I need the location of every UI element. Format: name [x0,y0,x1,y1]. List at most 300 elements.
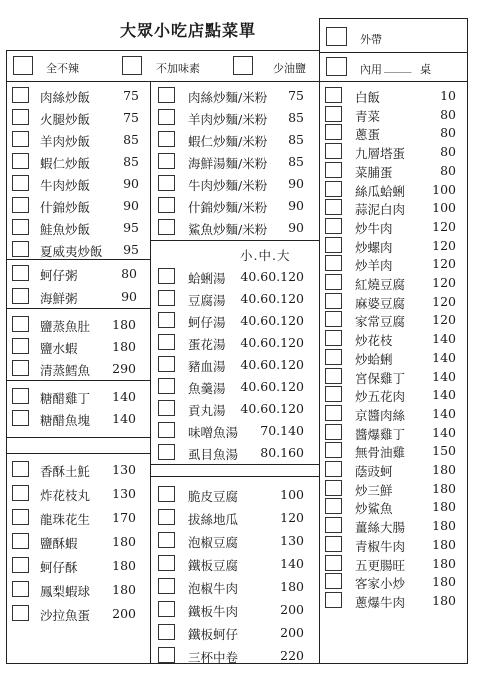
order-checkbox[interactable] [325,237,342,253]
menu-item-row[interactable] [12,240,139,260]
order-checkbox[interactable] [158,647,175,663]
order-checkbox[interactable] [158,422,175,438]
order-checkbox[interactable] [325,181,342,197]
menu-item-row[interactable] [12,174,139,194]
item-price: 80.160 [260,445,304,460]
item-price: 40.60.120 [240,291,304,306]
no-msg-label: 不加味素 [156,62,200,75]
menu-item-row[interactable] [12,152,139,172]
order-checkbox[interactable] [325,274,342,290]
order-checkbox[interactable] [12,241,29,257]
item-name: 客家小炒 [355,576,406,592]
menu-item-row[interactable] [325,292,456,312]
item-name: 炒羊肉 [355,258,393,274]
menu-item-row[interactable] [158,421,304,441]
item-price: 90 [288,220,304,235]
order-checkbox[interactable] [158,509,175,525]
order-checkbox[interactable] [12,219,29,235]
menu-item-row[interactable] [158,289,304,309]
order-checkbox[interactable] [325,87,342,103]
item-name: 夏威夷炒飯 [40,244,103,259]
menu-item-row[interactable] [12,387,136,407]
item-name: 豬血湯 [188,359,226,374]
item-price: 140 [432,387,456,403]
item-price: 180 [112,582,136,597]
item-price: 120 [280,510,304,525]
item-name: 什錦炒飯 [40,200,91,215]
order-checkbox[interactable] [12,360,29,376]
less-oil-salt-label: 少油鹽 [273,62,306,75]
item-price: 140 [432,349,456,365]
menu-item-row[interactable] [325,591,456,611]
takeout-box-top [319,18,468,19]
menu-item-row[interactable] [12,604,136,624]
menu-item-row[interactable] [158,577,304,597]
menu-item-row[interactable] [325,497,456,517]
item-price: 80 [440,106,456,122]
item-price: 80 [440,144,456,160]
order-checkbox[interactable] [158,356,175,372]
item-price: 100 [280,487,304,502]
menu-item-row[interactable] [12,130,139,150]
item-price: 130 [112,486,136,501]
menu-item-row[interactable] [325,404,456,424]
item-price: 40.60.120 [240,335,304,350]
menu-item-row[interactable] [325,161,456,181]
order-checkbox[interactable] [325,517,342,533]
menu-item-row[interactable] [325,310,456,330]
item-price: 80 [440,162,456,178]
item-name: 鐵板蚵仔 [188,627,239,642]
item-price: 130 [280,533,304,548]
menu-item-row[interactable] [158,646,304,666]
item-name: 蚵仔粥 [40,268,78,283]
order-checkbox[interactable] [158,131,175,147]
item-name: 鹽水蝦 [40,341,78,356]
item-price: 85 [288,110,304,125]
order-checkbox[interactable] [325,143,342,159]
menu-item-row[interactable] [12,264,137,284]
menu-item-row[interactable] [158,531,304,551]
order-checkbox[interactable] [325,424,342,440]
order-checkbox[interactable] [325,106,342,122]
item-price: 120 [432,275,456,290]
item-name: 九層塔蛋 [355,146,406,162]
col2-sep-1 [150,240,319,241]
menu-item-row[interactable] [325,217,456,237]
menu-item-row[interactable] [12,218,139,238]
item-price: 140 [112,411,136,426]
menu-item-row[interactable] [158,600,304,620]
order-checkbox[interactable] [325,293,342,309]
soup-size-header: 小.中.大 [240,248,291,263]
menu-item-row[interactable] [325,535,456,555]
item-price: 180 [432,518,456,534]
order-checkbox[interactable] [325,498,342,514]
item-name: 泡椒牛肉 [188,581,239,596]
less-oil-salt-checkbox[interactable] [233,56,253,75]
menu-item-row[interactable] [158,508,304,528]
item-name: 炒五花肉 [355,389,406,405]
menu-item-row[interactable] [158,152,304,172]
item-name: 菜脯蛋 [355,164,393,180]
menu-item-row[interactable] [325,385,456,405]
item-name: 絲瓜蛤蜊 [355,183,406,199]
item-price: 10 [440,88,456,103]
menu-item-row[interactable] [325,198,456,218]
takeout-box-mid [319,52,468,53]
item-price: 290 [112,361,136,376]
order-checkbox[interactable] [325,592,342,608]
col2-sep-3 [150,476,319,477]
menu-item-row[interactable] [158,554,304,574]
item-name: 肉絲炒麵/米粉 [188,90,268,105]
item-price: 75 [123,110,139,125]
item-name: 蝦仁炒麵/米粉 [188,134,268,149]
order-checkbox[interactable] [325,536,342,552]
order-checkbox[interactable] [325,442,342,458]
item-name: 鮭魚炒飯 [40,222,91,237]
order-checkbox[interactable] [12,605,29,621]
order-checkbox[interactable] [325,405,342,421]
item-name: 五更腸旺 [355,557,406,573]
menu-item-row[interactable] [12,108,139,128]
frame-right [467,18,468,664]
col1-sep-5 [6,453,151,454]
item-name: 蚵仔湯 [188,315,226,330]
frame-options-top [6,50,319,51]
menu-item-row[interactable] [325,86,456,106]
menu-item-row[interactable] [158,196,304,216]
item-name: 肉絲炒飯 [40,90,91,105]
item-price: 100 [432,181,456,197]
menu-item-row[interactable] [325,516,456,536]
menu-item-row[interactable] [325,348,456,368]
order-checkbox[interactable] [158,334,175,350]
item-name: 青椒牛肉 [355,538,406,554]
item-price: 150 [432,443,456,459]
menu-item-row[interactable] [158,311,304,331]
item-price: 180 [432,574,456,590]
order-checkbox[interactable] [325,162,342,178]
menu-item-row[interactable] [325,123,456,143]
order-checkbox[interactable] [325,480,342,496]
order-checkbox[interactable] [12,533,29,549]
menu-item-row[interactable] [12,315,136,335]
item-name: 火腿炒飯 [40,112,91,127]
menu-item-row[interactable] [12,508,136,528]
menu-item-row[interactable] [12,359,136,379]
menu-item-row[interactable] [325,441,456,461]
order-checkbox[interactable] [325,368,342,384]
item-price: 140 [432,424,456,440]
order-checkbox[interactable] [325,255,342,271]
menu-item-row[interactable] [325,554,456,574]
order-checkbox[interactable] [158,175,175,191]
item-name: 紅燒豆腐 [355,277,406,292]
item-name: 鯊魚炒麵/米粉 [188,222,268,237]
item-name: 羊肉炒麵/米粉 [188,112,268,127]
item-price: 120 [432,293,456,309]
item-name: 鳳梨蝦球 [40,584,91,599]
order-checkbox[interactable] [325,124,342,140]
item-name: 麻婆豆腐 [355,295,406,311]
item-price: 180 [432,555,456,571]
table-number-blank[interactable]: _____ [384,60,412,73]
order-checkbox[interactable] [158,601,175,617]
order-checkbox[interactable] [12,485,29,501]
order-checkbox[interactable] [158,312,175,328]
order-checkbox[interactable] [12,197,29,213]
menu-item-row[interactable] [325,329,456,349]
item-price: 180 [280,579,304,594]
menu-item-row[interactable] [325,460,456,480]
order-checkbox[interactable] [12,557,29,573]
item-price: 220 [280,648,304,663]
order-checkbox[interactable] [158,578,175,594]
item-price: 90 [288,176,304,191]
order-checkbox[interactable] [158,109,175,125]
order-checkbox[interactable] [158,400,175,416]
item-price: 140 [280,556,304,571]
menu-item-row[interactable] [158,130,304,150]
item-name: 三杯中卷 [188,650,239,665]
menu-item-row[interactable] [12,460,136,480]
item-price: 200 [112,606,136,621]
order-checkbox[interactable] [12,131,29,147]
item-price: 120 [432,237,456,253]
item-name: 蔥蛋 [355,127,381,143]
item-name: 炒花枝 [355,333,393,349]
item-name: 拔絲地瓜 [188,512,239,527]
item-name: 蔥爆牛肉 [355,594,406,610]
menu-item-row[interactable] [158,108,304,128]
item-price: 95 [123,242,139,257]
item-price: 90 [123,176,139,191]
item-name: 炒牛肉 [355,220,393,236]
order-checkbox[interactable] [12,153,29,169]
menu-item-row[interactable] [325,142,456,162]
takeout-box-left [319,18,320,664]
takeout-box-bottom [319,81,468,82]
item-price: 100 [432,200,456,216]
frame-options-bottom [6,81,319,82]
item-name: 貢丸湯 [188,403,226,418]
item-price: 170 [112,510,136,525]
menu-item-row[interactable] [158,218,304,238]
item-price: 75 [123,88,139,103]
menu-item-row[interactable] [158,485,304,505]
order-checkbox[interactable] [12,461,29,477]
order-checkbox[interactable] [158,87,175,103]
order-checkbox[interactable] [12,410,29,426]
menu-item-row[interactable] [158,377,304,397]
menu-item-row[interactable] [325,105,456,125]
menu-item-row[interactable] [325,254,456,274]
item-name: 炒蛤蜊 [355,351,393,367]
menu-item-row[interactable] [325,423,456,443]
order-checkbox[interactable] [12,338,29,354]
order-checkbox[interactable] [12,109,29,125]
order-checkbox[interactable] [12,581,29,597]
item-name: 炒螺肉 [355,239,393,255]
item-price: 90 [121,289,137,304]
menu-item-row[interactable] [158,86,304,106]
order-checkbox[interactable] [325,555,342,571]
menu-item-row[interactable] [158,623,304,643]
no-msg-checkbox[interactable] [122,56,142,75]
menu-item-row[interactable] [325,572,456,592]
menu-item-row[interactable] [12,196,139,216]
item-name: 白飯 [355,90,381,105]
item-price: 90 [288,198,304,213]
order-checkbox[interactable] [325,573,342,589]
item-price: 120 [432,312,456,328]
order-checkbox[interactable] [158,532,175,548]
menu-item-row[interactable] [12,86,139,106]
item-name: 醬爆雞丁 [355,426,406,442]
menu-item-row[interactable] [158,443,304,463]
item-name: 薑絲大腸 [355,520,406,536]
menu-item-row[interactable] [12,287,137,307]
order-checkbox[interactable] [158,378,175,394]
item-price: 120 [432,256,456,272]
item-name: 蛋花湯 [188,337,226,352]
item-price: 40.60.120 [240,401,304,416]
order-checkbox[interactable] [325,311,342,327]
menu-item-row[interactable] [12,556,136,576]
order-checkbox[interactable] [158,219,175,235]
item-price: 200 [280,602,304,617]
menu-item-row[interactable] [325,236,456,256]
item-price: 130 [112,462,136,477]
item-price: 85 [123,132,139,147]
menu-item-row[interactable] [12,337,136,357]
item-price: 180 [432,499,456,515]
menu-item-row[interactable] [158,333,304,353]
item-name: 龍珠花生 [40,512,91,527]
item-price: 180 [112,339,136,354]
item-price: 90 [123,198,139,213]
item-name: 無骨油雞 [355,445,406,461]
item-price: 70.140 [260,423,304,438]
order-checkbox[interactable] [158,268,175,284]
item-price: 180 [112,534,136,549]
order-checkbox[interactable] [325,349,342,365]
item-name: 泡椒豆腐 [188,535,239,550]
order-checkbox[interactable] [158,444,175,460]
menu-item-row[interactable] [325,180,456,200]
item-price: 140 [432,331,456,347]
item-price: 200 [280,625,304,640]
item-price: 140 [432,405,456,421]
order-checkbox[interactable] [12,316,29,332]
item-name: 鹽酥蝦 [40,536,78,551]
item-name: 炒鯊魚 [355,501,393,517]
item-name: 羊肉炒飯 [40,134,91,149]
order-checkbox[interactable] [325,330,342,346]
dine-in-checkbox[interactable] [326,57,347,76]
item-name: 宮保雞丁 [355,370,406,386]
order-checkbox[interactable] [158,197,175,213]
item-name: 鐵板豆腐 [188,558,239,573]
order-checkbox[interactable] [12,388,29,404]
item-name: 牛肉炒麵/米粉 [188,178,268,193]
item-name: 家常豆腐 [355,314,406,330]
col2-sep-2 [150,464,319,465]
col1-sep-2 [6,308,151,309]
menu-item-row[interactable] [325,367,456,387]
frame-left [6,50,7,664]
order-checkbox[interactable] [325,218,342,234]
menu-item-row[interactable] [158,399,304,419]
item-price: 40.60.120 [240,269,304,284]
item-price: 75 [288,88,304,103]
order-checkbox[interactable] [158,486,175,502]
order-checkbox[interactable] [12,265,29,281]
order-checkbox[interactable] [12,509,29,525]
order-checkbox[interactable] [325,386,342,402]
item-name: 蝦仁炒飯 [40,156,91,171]
order-checkbox[interactable] [158,153,175,169]
item-name: 炒三鮮 [355,482,393,498]
item-name: 魚羹湯 [188,381,226,396]
item-price: 140 [112,389,136,404]
menu-item-row[interactable] [325,273,456,293]
item-name: 香酥土魠 [40,464,91,479]
order-checkbox[interactable] [158,624,175,640]
menu-item-row[interactable] [158,174,304,194]
order-checkbox[interactable] [12,175,29,191]
item-name: 虱目魚湯 [188,447,239,462]
menu-item-row[interactable] [12,409,136,429]
item-name: 蚵仔酥 [40,560,78,575]
takeout-checkbox[interactable] [326,27,347,46]
item-name: 鹽蒸魚肚 [40,319,91,334]
order-checkbox[interactable] [158,290,175,306]
item-name: 鐵板牛肉 [188,604,239,619]
item-name: 清蒸鱈魚 [40,363,91,378]
order-checkbox[interactable] [12,288,29,304]
menu-item-row[interactable] [325,479,456,499]
no-spicy-checkbox[interactable] [13,56,33,75]
item-price: 40.60.120 [240,313,304,328]
item-price: 140 [432,368,456,384]
item-name: 蛤蜊湯 [188,271,226,286]
item-price: 85 [288,132,304,147]
item-price: 120 [432,218,456,234]
item-price: 80 [121,266,137,281]
item-price: 85 [123,154,139,169]
menu-item-row[interactable] [12,484,136,504]
col1-sep-4 [6,437,151,438]
order-checkbox[interactable] [325,199,342,215]
item-price: 180 [112,558,136,573]
menu-item-row[interactable] [12,532,136,552]
page-title: 大眾小吃店點菜單 [120,21,257,40]
order-checkbox[interactable] [325,461,342,477]
item-name: 味噌魚湯 [188,425,239,440]
menu-item-row[interactable] [12,580,136,600]
col1-sep-3 [6,380,151,381]
menu-item-row[interactable] [158,267,304,287]
item-name: 蒜泥白肉 [355,202,406,218]
order-checkbox[interactable] [158,555,175,571]
item-price: 180 [432,536,456,552]
menu-item-row[interactable] [158,355,304,375]
order-checkbox[interactable] [12,87,29,103]
item-name: 海鮮粥 [40,291,78,306]
